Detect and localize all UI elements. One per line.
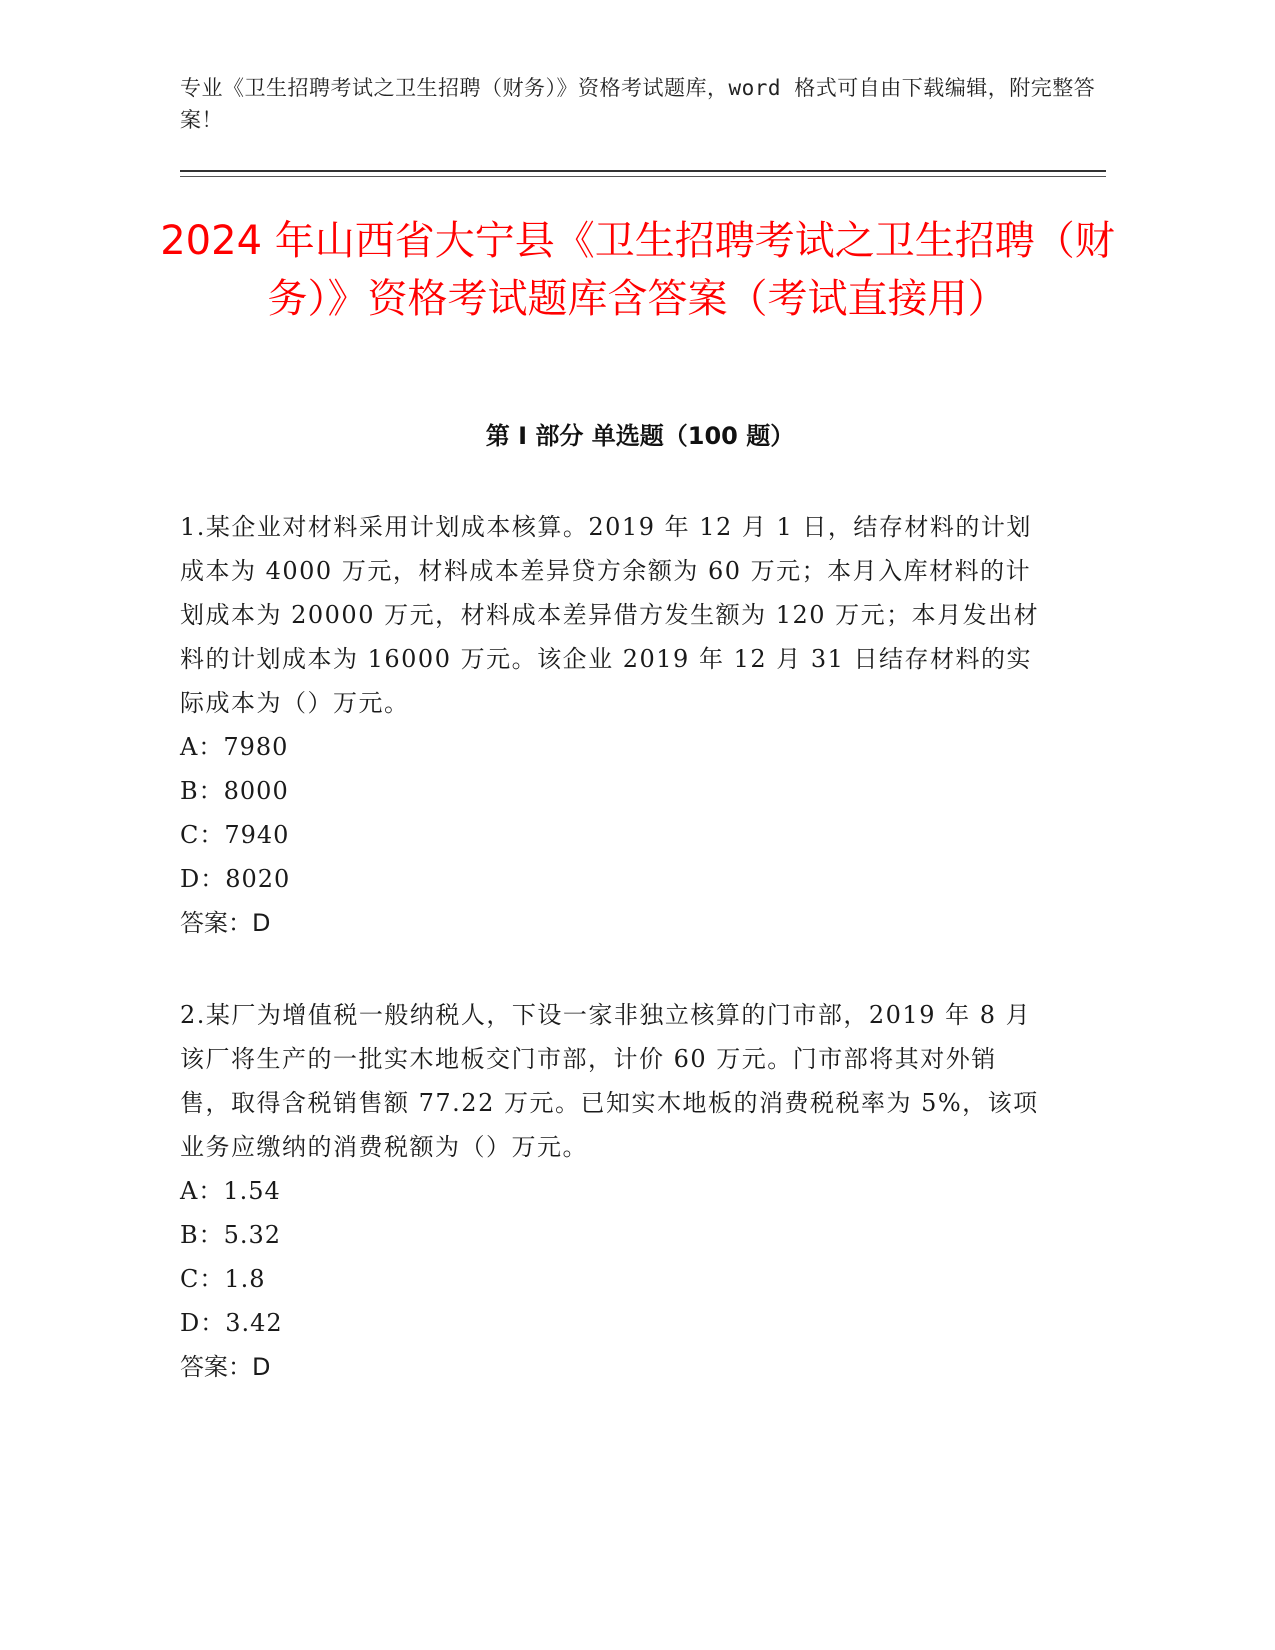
document-title: 2024 年山西省大宁县《卫生招聘考试之卫生招聘（财务）》资格考试题库含答案（考试直接用） — [160, 218, 1115, 322]
option-a: A：7980 — [180, 733, 289, 761]
header-divider-thick — [180, 170, 1106, 172]
option-c: C：1.8 — [180, 1265, 266, 1293]
option-a: A：1.54 — [180, 1177, 281, 1205]
option-d: D：8020 — [180, 865, 291, 893]
answer-line: 答案：D — [180, 909, 271, 937]
question-item — [180, 505, 1040, 945]
question-item — [180, 993, 1040, 1389]
header-note: 专业《卫生招聘考试之卫生招聘（财务）》资格考试题库，word 格式可自由下载编辑，附完整答案！ — [180, 76, 1096, 132]
header-divider-thin — [180, 176, 1106, 177]
option-c: C：7940 — [180, 821, 290, 849]
question-list — [180, 505, 1040, 1437]
question-stem: 2.某厂为增值税一般纳税人，下设一家非独立核算的门市部，2019 年 8 月该厂将生产的一批实木地板交门市部，计价 60 万元。门市部将其对外销售，取得含税销售额 77.22 万元。已知实木地板的消费税税率为 5%，该项业务应缴纳的消费税额为（）万元。 — [180, 1001, 1039, 1161]
question-stem: 1.某企业对材料采用计划成本核算。2019 年 12 月 1 日，结存材料的计划成本为 4000 万元，材料成本差异贷方余额为 60 万元；本月入库材料的计划成本为 20000 万元，材料成本差异借方发生额为 120 万元；本月发出材料的计划成本为 16000 万元。该企业 2019 年 12 月 31 日结存材料的实际成本为（）万元。 — [180, 513, 1040, 717]
option-b: B：5.32 — [180, 1221, 282, 1249]
option-d: D：3.42 — [180, 1309, 283, 1337]
option-b: B：8000 — [180, 777, 289, 805]
section-title: 第 I 部分 单选题（100 题） — [485, 422, 795, 450]
answer-line: 答案：D — [180, 1353, 271, 1381]
